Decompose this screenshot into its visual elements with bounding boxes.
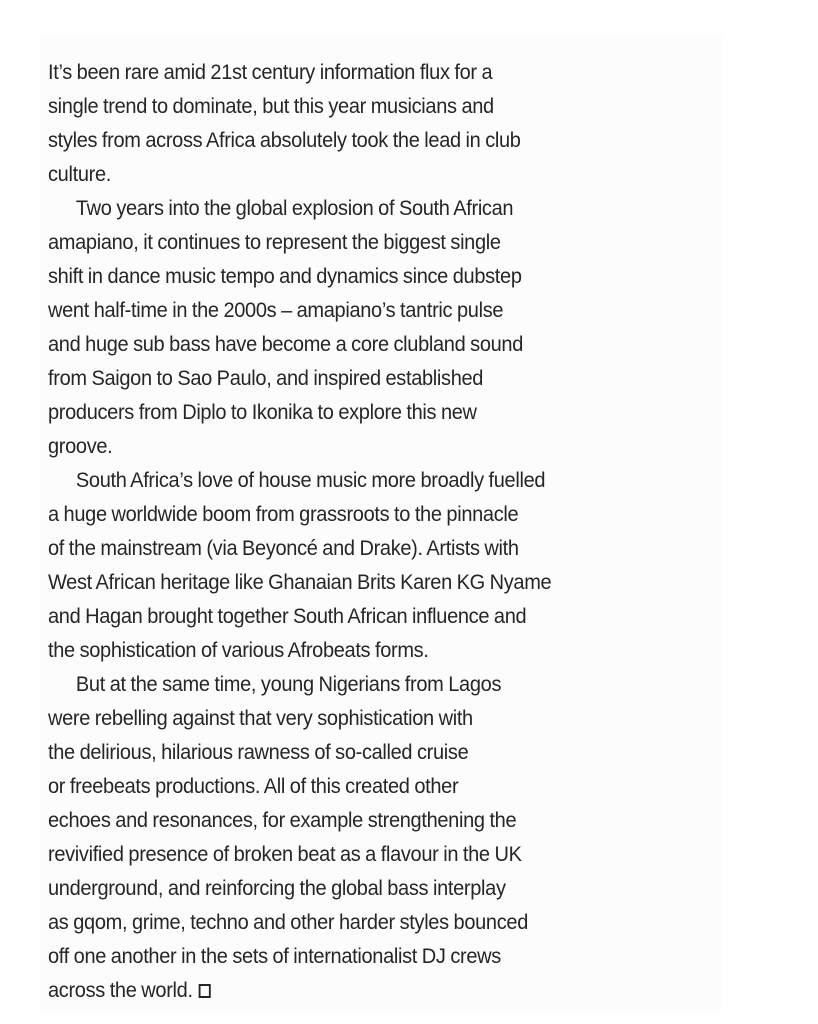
paragraph-1 (48, 55, 680, 191)
text-line: off one another in the sets of internationalist DJ crews (48, 944, 501, 968)
text-line: producers from Diplo to Ikonika to explore this new (48, 400, 477, 424)
text-line: underground, and reinforcing the global bass interplay (48, 876, 506, 900)
text-line: styles from across Africa absolutely took the lead in club (48, 128, 521, 152)
text-line: South Africa’s love of house music more broadly fuelled (75, 468, 546, 492)
end-of-article-square-icon (198, 984, 210, 998)
text-line: the sophistication of various Afrobeats forms. (48, 638, 429, 662)
last-text-line (48, 973, 680, 1007)
paragraph-4 (48, 667, 680, 1007)
text-line: It’s been rare amid 21st century information flux for a (48, 60, 493, 84)
text-line: shift in dance music tempo and dynamics since dubstep (48, 264, 522, 288)
text-line: across the world. (48, 978, 193, 1002)
text-line: or freebeats productions. All of this created other (48, 774, 459, 798)
paragraph-3 (48, 463, 680, 667)
text-line: amapiano, it continues to represent the biggest single (48, 230, 501, 254)
text-line: West African heritage like Ghanaian Brits Karen KG Nyame (48, 570, 552, 594)
article-body (48, 55, 680, 1007)
text-line: culture. (48, 162, 111, 186)
text-line: revivified presence of broken beat as a flavour in the UK (48, 842, 522, 866)
text-line: Two years into the global explosion of South African (75, 196, 514, 220)
text-line: the delirious, hilarious rawness of so-called cruise (48, 740, 469, 764)
text-line: groove. (48, 434, 113, 458)
paragraph-2 (48, 191, 680, 463)
text-line: and Hagan brought together South African influence and (48, 604, 527, 628)
text-line: from Saigon to Sao Paulo, and inspired established (48, 366, 484, 390)
text-line: single trend to dominate, but this year musicians and (48, 94, 494, 118)
text-line: and huge sub bass have become a core clubland sound (48, 332, 524, 356)
text-line: a huge worldwide boom from grassroots to the pinnacle (48, 502, 519, 526)
text-line: echoes and resonances, for example strengthening the (48, 808, 517, 832)
text-line: went half-time in the 2000s – amapiano’s tantric pulse (48, 298, 504, 322)
text-line: of the mainstream (via Beyoncé and Drake). Artists with (48, 536, 519, 560)
text-line: as gqom, grime, techno and other harder styles bounced (48, 910, 528, 934)
text-line: But at the same time, young Nigerians from Lagos (75, 672, 502, 696)
text-line: were rebelling against that very sophistication with (48, 706, 473, 730)
